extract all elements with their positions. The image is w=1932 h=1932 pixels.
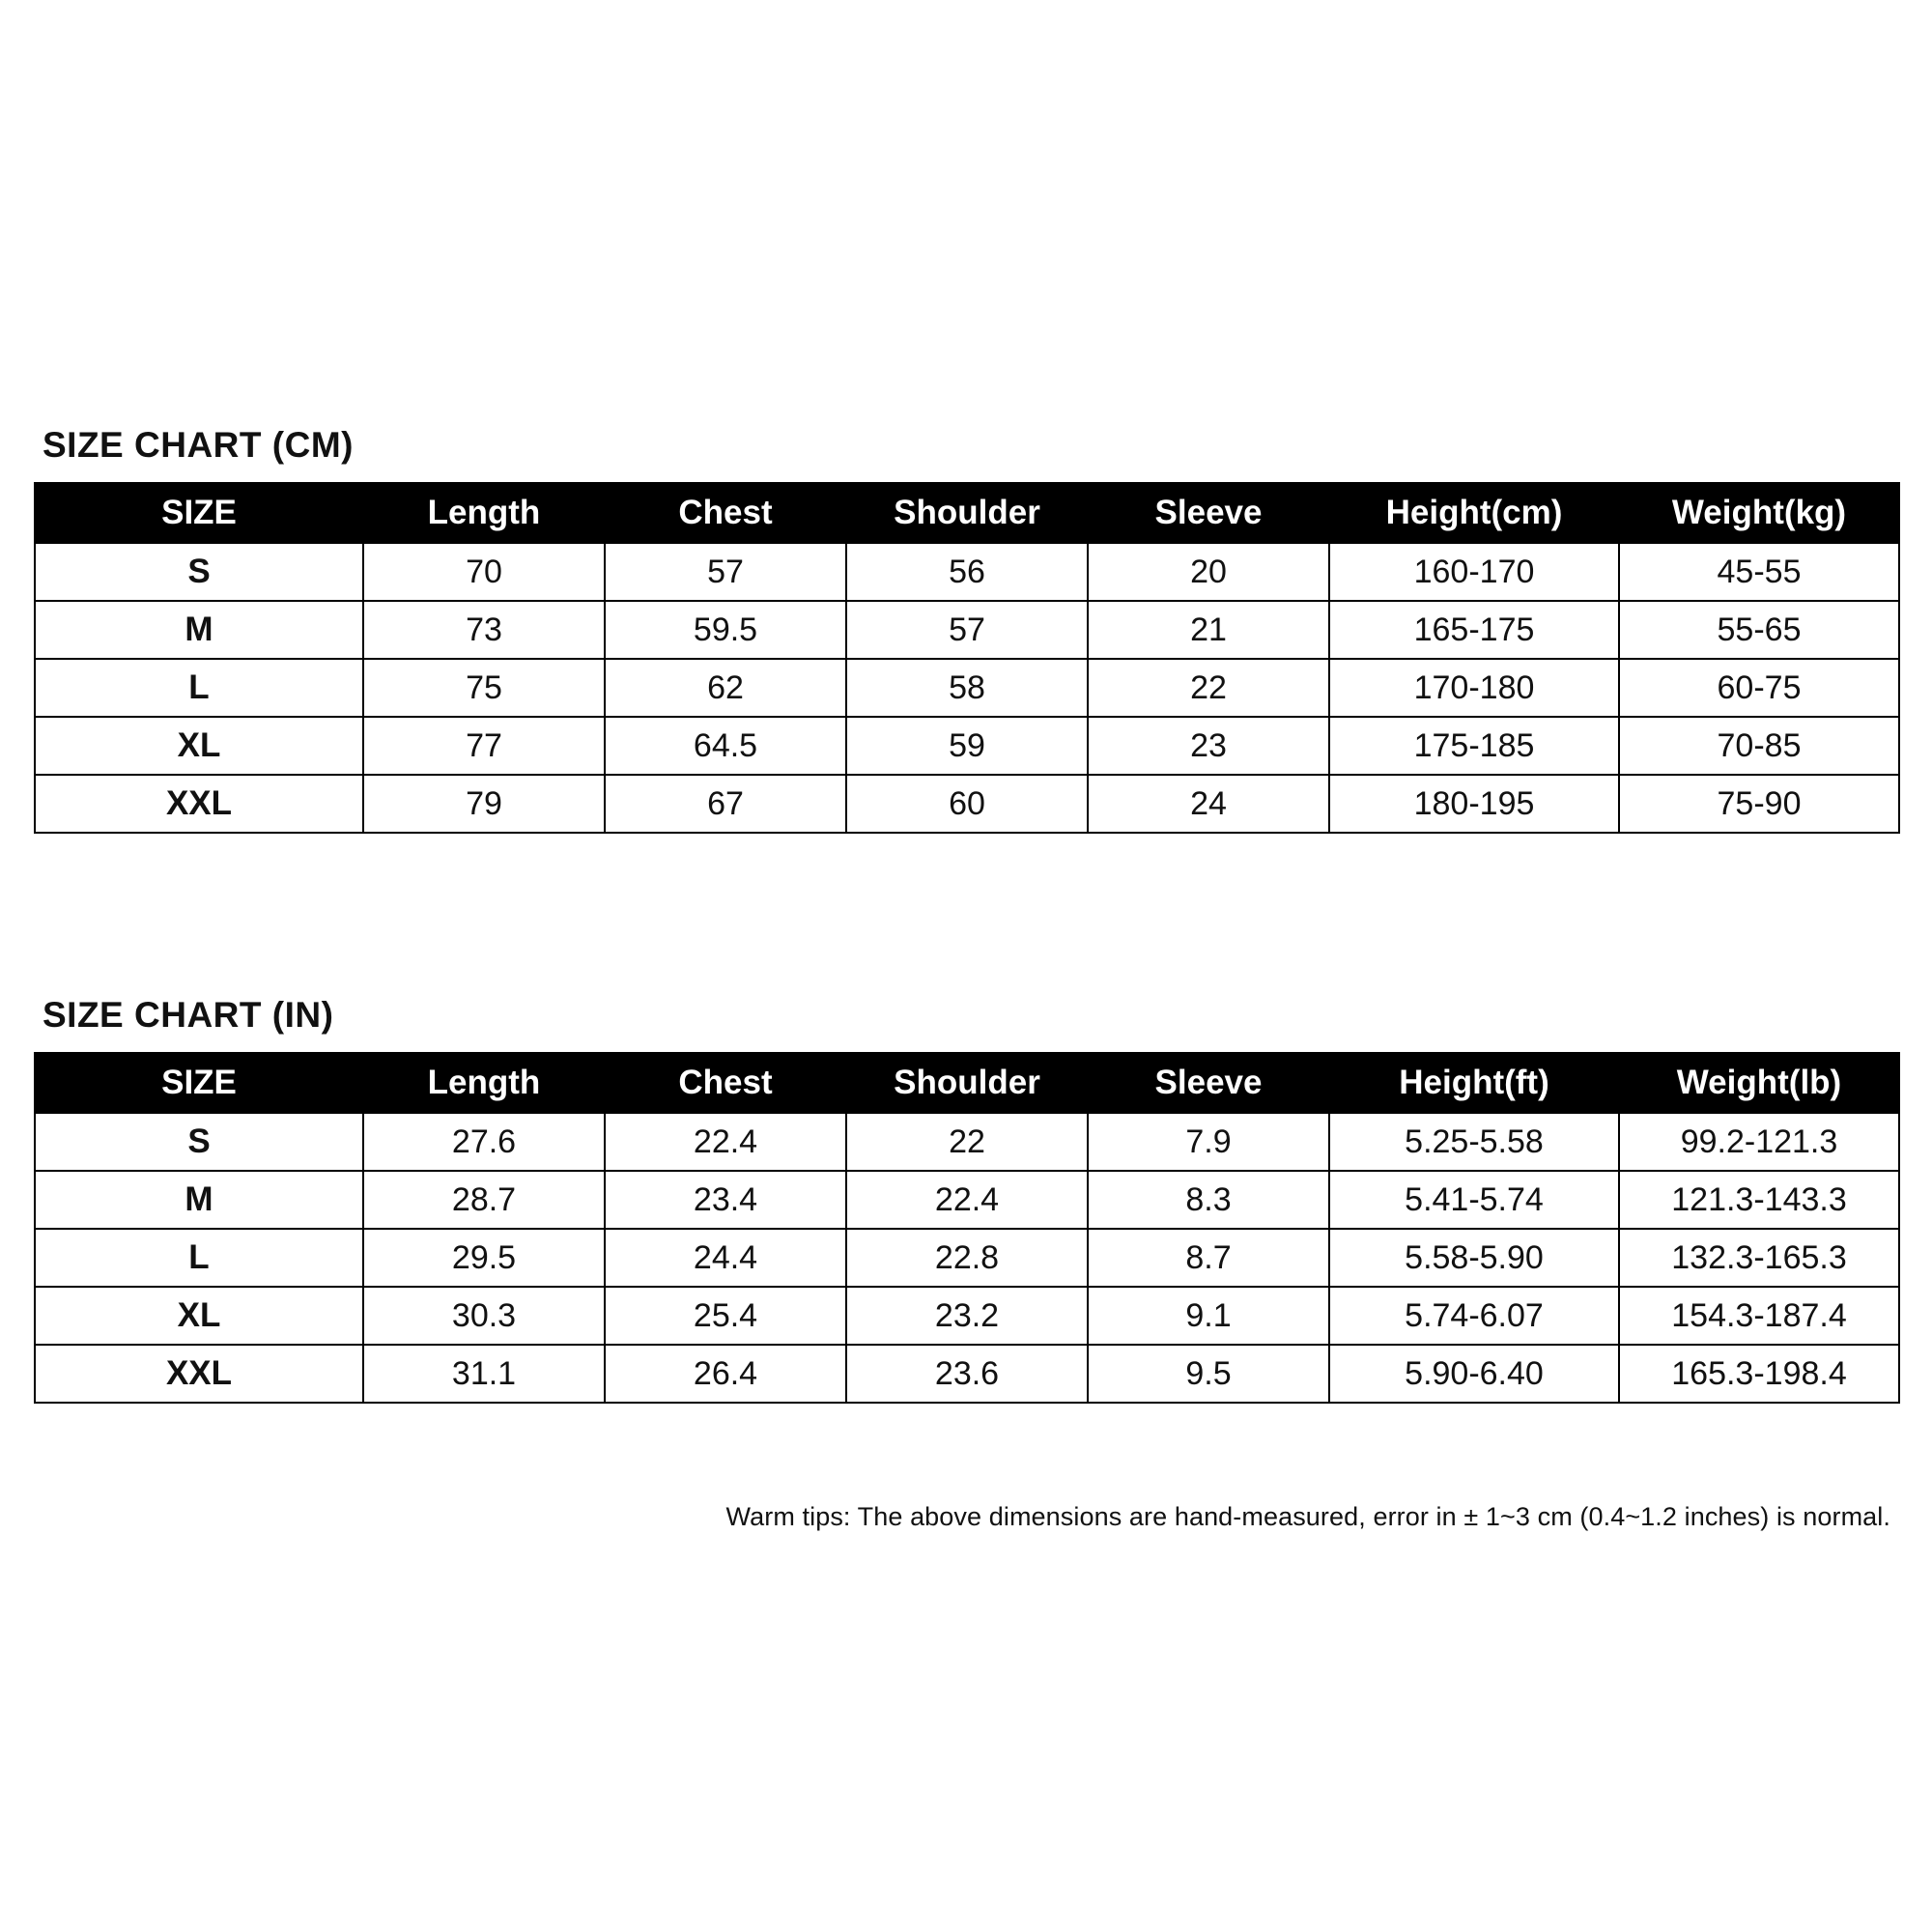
column-header-size: SIZE [35, 483, 363, 543]
size-chart-cm-block [34, 425, 1898, 834]
size-chart-cm-title: SIZE CHART (CM) [43, 425, 354, 465]
cell-height: 5.41-5.74 [1329, 1171, 1619, 1229]
column-header-length: Length [363, 483, 605, 543]
cell-weight: 70-85 [1619, 717, 1899, 775]
cell-length: 73 [363, 601, 605, 659]
table-header-row [35, 1053, 1899, 1113]
cell-chest: 59.5 [605, 601, 846, 659]
cell-shoulder: 56 [846, 543, 1088, 601]
size-chart-in-title: SIZE CHART (IN) [43, 995, 334, 1035]
table-row [35, 717, 1899, 775]
cell-shoulder: 23.2 [846, 1287, 1088, 1345]
cell-chest: 67 [605, 775, 846, 833]
column-header-length: Length [363, 1053, 605, 1113]
cell-weight: 99.2-121.3 [1619, 1113, 1899, 1171]
cell-sleeve: 7.9 [1088, 1113, 1329, 1171]
cell-length: 70 [363, 543, 605, 601]
table-row [35, 1113, 1899, 1171]
cell-length: 31.1 [363, 1345, 605, 1403]
cell-chest: 25.4 [605, 1287, 846, 1345]
cell-weight: 154.3-187.4 [1619, 1287, 1899, 1345]
cell-weight: 165.3-198.4 [1619, 1345, 1899, 1403]
cell-height: 165-175 [1329, 601, 1619, 659]
cell-chest: 23.4 [605, 1171, 846, 1229]
cell-size: XXL [35, 1345, 363, 1403]
cell-length: 79 [363, 775, 605, 833]
cell-height: 170-180 [1329, 659, 1619, 717]
cell-length: 28.7 [363, 1171, 605, 1229]
cell-size: XXL [35, 775, 363, 833]
cell-size: S [35, 543, 363, 601]
cell-chest: 64.5 [605, 717, 846, 775]
cell-weight: 55-65 [1619, 601, 1899, 659]
cell-weight: 132.3-165.3 [1619, 1229, 1899, 1287]
cell-shoulder: 22.8 [846, 1229, 1088, 1287]
size-chart-in-table [34, 1052, 1900, 1404]
cell-height: 160-170 [1329, 543, 1619, 601]
column-header-shoulder: Shoulder [846, 483, 1088, 543]
cell-chest: 26.4 [605, 1345, 846, 1403]
table-row [35, 1171, 1899, 1229]
cell-size: M [35, 1171, 363, 1229]
cell-weight: 121.3-143.3 [1619, 1171, 1899, 1229]
cell-weight: 45-55 [1619, 543, 1899, 601]
table-header-row [35, 483, 1899, 543]
size-chart-in-block [34, 995, 1898, 1404]
column-header-sleeve: Sleeve [1088, 1053, 1329, 1113]
cell-shoulder: 22.4 [846, 1171, 1088, 1229]
cell-shoulder: 23.6 [846, 1345, 1088, 1403]
cell-sleeve: 24 [1088, 775, 1329, 833]
table-row [35, 601, 1899, 659]
cell-height: 5.74-6.07 [1329, 1287, 1619, 1345]
cell-sleeve: 23 [1088, 717, 1329, 775]
cell-sleeve: 21 [1088, 601, 1329, 659]
column-header-size: SIZE [35, 1053, 363, 1113]
table-row [35, 775, 1899, 833]
cell-height: 5.90-6.40 [1329, 1345, 1619, 1403]
column-header-height: Height(cm) [1329, 483, 1619, 543]
table-row [35, 659, 1899, 717]
cell-height: 5.25-5.58 [1329, 1113, 1619, 1171]
cell-height: 175-185 [1329, 717, 1619, 775]
table-row [35, 1287, 1899, 1345]
column-header-chest: Chest [605, 1053, 846, 1113]
cell-length: 75 [363, 659, 605, 717]
column-header-height: Height(ft) [1329, 1053, 1619, 1113]
column-header-shoulder: Shoulder [846, 1053, 1088, 1113]
cell-size: M [35, 601, 363, 659]
cell-sleeve: 8.3 [1088, 1171, 1329, 1229]
column-header-sleeve: Sleeve [1088, 483, 1329, 543]
cell-sleeve: 8.7 [1088, 1229, 1329, 1287]
cell-shoulder: 60 [846, 775, 1088, 833]
cell-size: XL [35, 717, 363, 775]
cell-size: S [35, 1113, 363, 1171]
cell-height: 5.58-5.90 [1329, 1229, 1619, 1287]
table-row [35, 543, 1899, 601]
cell-length: 29.5 [363, 1229, 605, 1287]
cell-shoulder: 22 [846, 1113, 1088, 1171]
column-header-weight: Weight(kg) [1619, 483, 1899, 543]
cell-chest: 24.4 [605, 1229, 846, 1287]
cell-length: 30.3 [363, 1287, 605, 1345]
cell-length: 27.6 [363, 1113, 605, 1171]
cell-size: L [35, 1229, 363, 1287]
cell-shoulder: 58 [846, 659, 1088, 717]
cell-sleeve: 9.1 [1088, 1287, 1329, 1345]
cell-length: 77 [363, 717, 605, 775]
column-header-weight: Weight(lb) [1619, 1053, 1899, 1113]
cell-shoulder: 59 [846, 717, 1088, 775]
table-row [35, 1345, 1899, 1403]
table-row [35, 1229, 1899, 1287]
cell-sleeve: 9.5 [1088, 1345, 1329, 1403]
cell-size: L [35, 659, 363, 717]
cell-chest: 57 [605, 543, 846, 601]
cell-size: XL [35, 1287, 363, 1345]
cell-sleeve: 22 [1088, 659, 1329, 717]
cell-height: 180-195 [1329, 775, 1619, 833]
cell-chest: 62 [605, 659, 846, 717]
warm-tips-note: Warm tips: The above dimensions are hand-measured, error in ± 1~3 cm (0.4~1.2 inches) is normal. [725, 1502, 1890, 1531]
size-chart-cm-table [34, 482, 1900, 834]
cell-weight: 75-90 [1619, 775, 1899, 833]
cell-chest: 22.4 [605, 1113, 846, 1171]
cell-sleeve: 20 [1088, 543, 1329, 601]
cell-weight: 60-75 [1619, 659, 1899, 717]
column-header-chest: Chest [605, 483, 846, 543]
cell-shoulder: 57 [846, 601, 1088, 659]
